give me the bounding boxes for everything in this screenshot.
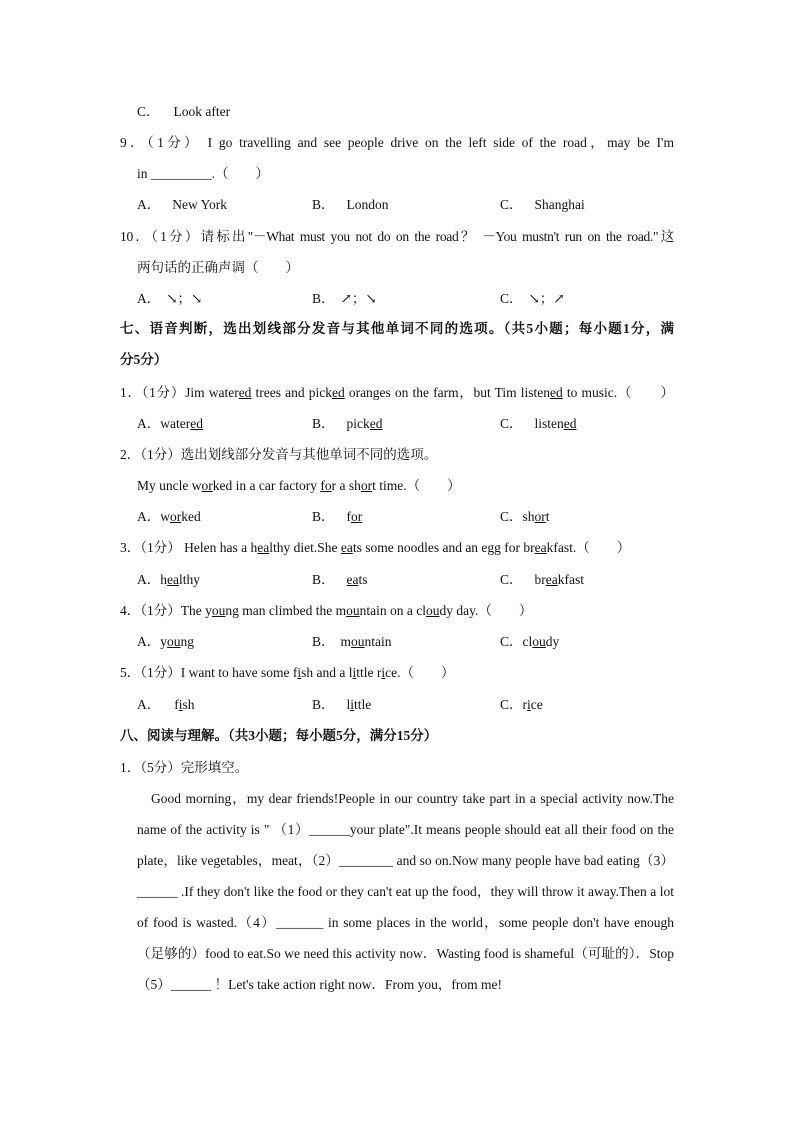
s7-q4-option-b[interactable]: B． mountain xyxy=(312,634,392,649)
q9-stem-line2: in _________.（ ） xyxy=(137,166,270,181)
q10-stem-line2: 两句话的正确声调（ ） xyxy=(137,260,299,275)
s7-q1-option-a[interactable]: A．watered xyxy=(137,416,203,431)
section7-title-line2: 分5分） xyxy=(120,352,168,367)
q9-option-b[interactable] xyxy=(312,196,389,214)
section8-title: 八、阅读与理解。（共3小题；每小题5分，满分15分） xyxy=(120,728,438,743)
q10-stem-line1: 10．（1分）请标出"－What must you not do on the road？ －You mustn't run on the road."这 xyxy=(120,229,674,244)
option-label: B． xyxy=(312,291,335,306)
q10-option-b[interactable] xyxy=(312,290,377,308)
option-label: B． xyxy=(312,197,335,212)
s7-q3-option-b[interactable]: B． eats xyxy=(312,572,368,587)
q9-stem-line1: 9．（1分） I go travelling and see people drive on the left side of the road，may be I'm xyxy=(120,135,674,150)
option-text: Look after xyxy=(173,104,231,119)
s7-q2-stem-line2: My uncle worked in a car factory for a short time.（ ） xyxy=(137,478,461,493)
s7-q5-option-c[interactable]: C．rice xyxy=(500,697,543,712)
section7-title-line1: 七、语音判断，选出划线部分发音与其他单词不同的选项。（共5小题；每小题1分，满 xyxy=(120,321,674,336)
s7-q3-option-a[interactable]: A．healthy xyxy=(137,572,200,587)
option-label: A． xyxy=(137,197,161,212)
option-label: C． xyxy=(500,197,523,212)
s7-q4-option-c[interactable]: C．cloudy xyxy=(500,634,560,649)
option-text: Shanghai xyxy=(534,197,585,212)
option-text: New York xyxy=(172,197,228,212)
option-label: C． xyxy=(500,291,523,306)
option-label: A． xyxy=(137,291,161,306)
q8-option-c[interactable] xyxy=(137,103,230,121)
reading-passage: Good morning，my dear friends!People in our country take part in a special activity now.The name of the activity is " （1）______your plate".It means people should eat all their food on the plate，like vegetables，meat，（2）________ and so on.Now many people have bad eating（3）______ .If they don't like the food or they can't eat up the food，they will throw it away.Then a lot of food is wasted.（4）_______ in some places in the world，some people don't have enough（足够的）food to eat.So we need this activity now．Wasting food is shameful（可耻的）．Stop（5）______ ！Let's take action right now．From you，from me! xyxy=(137,791,674,992)
s7-q3-option-c[interactable]: C． breakfast xyxy=(500,572,584,587)
option-text: London xyxy=(346,197,389,212)
s7-q2-option-a[interactable]: A．worked xyxy=(137,509,201,524)
s7-q1-option-c[interactable]: C． listened xyxy=(500,416,577,431)
s7-q4-option-a[interactable]: A．young xyxy=(137,634,194,649)
s7-q4-stem: 4．（1分）The young man climbed the mountain on a cloudy day.（ ） xyxy=(120,603,533,618)
q9-option-a[interactable] xyxy=(137,196,227,214)
option-label: C． xyxy=(137,104,160,119)
q9-option-c[interactable] xyxy=(500,196,585,214)
s7-q3-stem: 3．（1分） Helen has a healthy diet.She eats some noodles and an egg for breakfast.（ ） xyxy=(120,540,631,555)
q10-option-a[interactable] xyxy=(137,290,202,308)
option-text: ↗；↘ xyxy=(340,291,377,306)
s7-q5-option-b[interactable]: B． little xyxy=(312,697,372,712)
s7-q2-stem-line1: 2．（1分）选出划线部分发音与其他单词不同的选项。 xyxy=(120,447,438,462)
s7-q1-stem: 1．（1分）Jim watered trees and picked oranges on the farm，but Tim listened to music.（ ） xyxy=(120,385,674,400)
s7-q5-option-a[interactable]: A． fish xyxy=(137,697,195,712)
s7-q1-option-b[interactable]: B． picked xyxy=(312,416,383,431)
s7-q2-option-c[interactable]: C．short xyxy=(500,509,550,524)
option-text: ↘；↗ xyxy=(528,291,565,306)
s7-q2-option-b[interactable]: B． for xyxy=(312,509,363,524)
option-text: ↘；↘ xyxy=(166,291,203,306)
q10-option-c[interactable] xyxy=(500,290,565,308)
s8-q1-title: 1．（5分）完形填空。 xyxy=(120,760,249,775)
s7-q5-stem: 5．（1分）I want to have some fish and a little rice.（ ） xyxy=(120,665,455,680)
